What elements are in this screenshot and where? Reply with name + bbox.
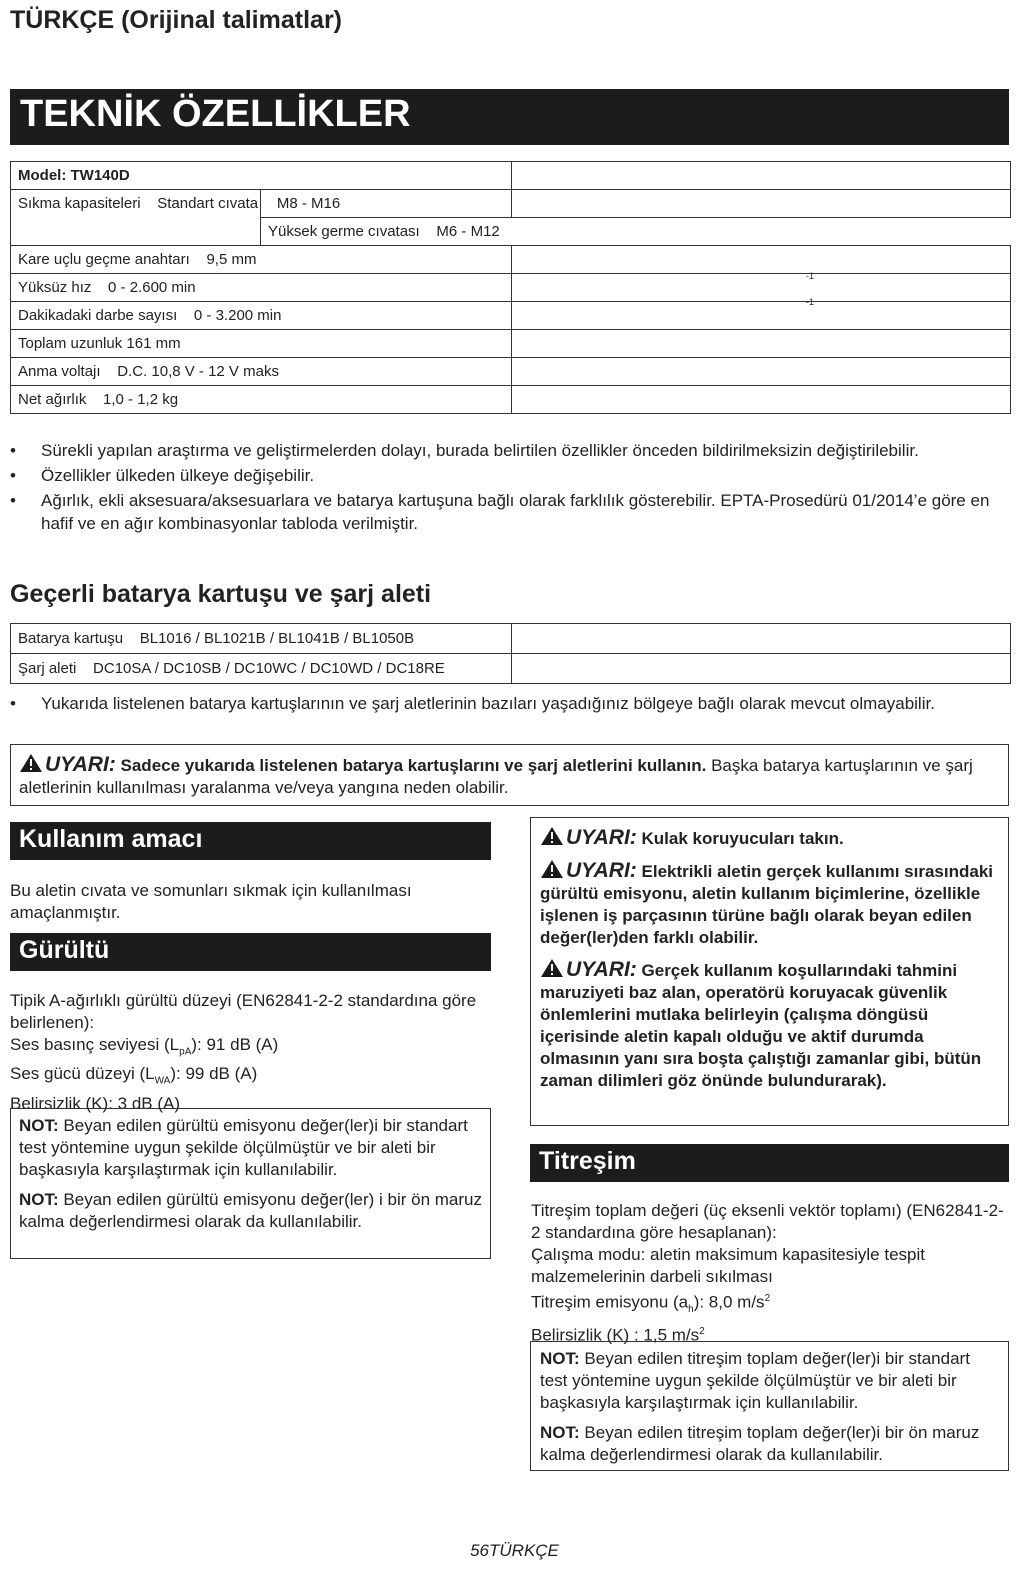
- square-drive-label: Kare uçlu geçme anahtarı: [18, 251, 190, 268]
- intended-use-heading: Kullanım amacı: [10, 822, 491, 860]
- note-label: NOT:: [19, 1116, 59, 1135]
- vibration-note-2: [540, 1422, 1000, 1466]
- vibration-emission-sup: 2: [764, 1293, 771, 1304]
- vibration-intro: Titreşim toplam değeri (üç eksenli vektör toplamı) (EN62841-2-2 standardına göre hesaplanan):: [531, 1201, 1004, 1242]
- vibration-note-box: [530, 1341, 1009, 1471]
- note-label: NOT:: [19, 1190, 59, 1209]
- sound-power-value: ): 99 dB (A): [170, 1064, 258, 1084]
- spec-row-high-tension: [11, 218, 1011, 246]
- charger-label: Şarj aleti: [18, 660, 77, 677]
- warning-label: UYARI:: [566, 859, 637, 882]
- warning-label: UYARI:: [566, 826, 637, 849]
- noise-warning-2-text: Elektrikli aletin gerçek kullanımı sırasındaki gürültü emisyonu, aletin kullanım biçimlerine, özellikle işlenen iş parçasının türüne bağlı olarak beyan edilen değer(ler)den farklı olabilir.: [540, 862, 994, 947]
- square-drive-value: 9,5 mm: [206, 251, 257, 268]
- spec-bullet: • Sürekli yapılan araştırma ve geliştirmelerden dolayı, burada belirtilen özellikler önceden bildirilmeksizin değiştirilebilir.: [10, 439, 1000, 462]
- note-label: NOT:: [540, 1349, 580, 1368]
- battery-row-cartridge: [11, 624, 1011, 654]
- noise-warning-1-text: Kulak koruyucuları takın.: [641, 829, 844, 848]
- spec-row-capacity: [11, 190, 1011, 218]
- vibration-emission-sub: h: [688, 1304, 694, 1316]
- sound-power-level: [10, 1063, 488, 1092]
- sound-pressure-sub: pA: [179, 1046, 192, 1058]
- page-footer: [0, 1541, 1029, 1561]
- noise-warning-2: [540, 859, 999, 949]
- battery-table: [10, 623, 1011, 684]
- vibration-mode: Çalışma modu: aletin maksimum kapasitesiyle tespit malzemelerinin darbeli sıkılması: [531, 1245, 925, 1286]
- noise-intro: Tipik A-ağırlıklı gürültü düzeyi (EN62841-2-2 standardına göre belirlenen):: [10, 991, 477, 1032]
- warning-label: UYARI:: [45, 753, 116, 776]
- standard-bolt-label: Standart cıvata: [157, 195, 259, 213]
- impacts-sup: -1: [806, 297, 815, 307]
- noise-heading: Gürültü: [10, 933, 491, 971]
- battery-heading: Geçerli batarya kartuşu ve şarj aleti: [10, 580, 432, 608]
- vibration-emission-value: ): 8,0 m/s: [693, 1292, 765, 1312]
- weight-value: 1,0 - 1,2 kg: [103, 391, 179, 408]
- no-load-value: 0 - 2.600 min: [108, 279, 196, 296]
- footer-language: TÜRKÇE: [489, 1541, 559, 1560]
- no-load-label: Yüksüz hız: [18, 279, 92, 296]
- warning-label: UYARI:: [566, 958, 637, 981]
- spec-bullet: • Ağırlık, ekli aksesuara/aksesuarlara ve batarya kartuşuna bağlı olarak farklılık gösterebilir. EPTA-Prosedürü 01/2014’e göre en hafif ve en ağır kombinasyonlar tabloda verilmiştir.: [10, 489, 1000, 535]
- spec-row-square-drive: [11, 246, 1011, 274]
- weight-label: Net ağırlık: [18, 391, 87, 408]
- noise-note-1-text: Beyan edilen gürültü emisyonu değer(ler)i bir standart test yöntemine uygun şekilde ölçülmüştür ve bir aleti bir başkasıyla karşılaştırmak için kullanılabilir.: [19, 1116, 468, 1179]
- model-label: Model:: [18, 167, 67, 184]
- vibration-uncertainty-sup: 2: [699, 1326, 705, 1338]
- sound-pressure-value: ): 91 dB (A): [191, 1035, 279, 1054]
- spec-table: [10, 161, 1011, 414]
- sound-pressure-label: Ses basınç seviyesi (L: [10, 1035, 180, 1054]
- cartridge-value: BL1016 / BL1021B / BL1041B / BL1050B: [139, 630, 415, 647]
- battery-warning-box: [10, 744, 1009, 806]
- page-number: 56: [470, 1541, 489, 1560]
- length-value: 161 mm: [126, 335, 181, 352]
- capacity-label: Sıkma kapasiteleri: [18, 195, 141, 213]
- spec-row-no-load: [11, 274, 1011, 302]
- cartridge-label: Batarya kartuşu: [18, 630, 124, 647]
- vibration-note-1: [540, 1348, 1000, 1414]
- warning-text: Başka batarya kartuşlarının ve şarj aletlerinin kullanılması yaralanma ve/veya yangına neden olabilir.: [19, 756, 973, 797]
- warning-triangle-icon: [19, 753, 43, 773]
- warning-triangle-icon: [540, 826, 564, 846]
- spec-bullets: [10, 439, 1000, 537]
- noise-note-1: [19, 1115, 482, 1181]
- impacts-label: Dakikadaki darbe sayısı: [18, 307, 178, 324]
- intended-use-text: Bu aletin cıvata ve somunları sıkmak için kullanılması amaçlanmıştır.: [10, 881, 412, 922]
- noise-note-2: [19, 1189, 482, 1233]
- sound-power-sub: WA: [154, 1075, 171, 1087]
- spec-row-voltage: [11, 358, 1011, 386]
- impacts-value: 0 - 3.200 min: [193, 307, 282, 324]
- high-tension-value: M6 - M12: [436, 223, 500, 240]
- noise-warnings-box: [530, 817, 1009, 1126]
- spec-row-impacts: [11, 302, 1011, 330]
- noise-warning-3-text: Gerçek kullanım koşullarındaki tahmini maruziyeti baz alan, operatörü koruyacak güvenlik önlemlerini mutlaka belirleyin (çalışma döngüsü içerisinde aletin kapalı olduğu ve aktif durumda olmasının yanı sıra boşta çalıştığı zamanlar gibi, bütün zaman dilimleri göz önünde bulundurarak).: [540, 961, 982, 1090]
- standard-bolt-value: M8 - M16: [276, 195, 341, 212]
- noise-details: [10, 990, 488, 1115]
- voltage-label: Anma voltajı: [18, 363, 101, 380]
- vibration-heading: Titreşim: [530, 1144, 1009, 1182]
- battery-bullet: • Yukarıda listelenen batarya kartuşlarının ve şarj aletlerinin bazıları yaşadığınız bölgeye bağlı olarak mevcut olmayabilir.: [10, 692, 1000, 715]
- vibration-uncertainty-text: Belirsizlik (K) : 1,5 m/s: [531, 1325, 700, 1345]
- spec-row-length: [11, 330, 1011, 358]
- spec-bullet: • Özellikler ülkeden ülkeye değişebilir.: [10, 464, 1000, 487]
- language-title: TÜRKÇE (Orijinal talimatlar): [10, 6, 342, 34]
- vibration-details: [531, 1200, 1007, 1347]
- vibration-emission-label: Titreşim emisyonu (a: [531, 1292, 689, 1312]
- high-tension-label: Yüksek germe cıvatası: [268, 223, 420, 240]
- length-label: Toplam uzunluk: [18, 335, 123, 352]
- sound-pressure-level: [10, 1034, 488, 1063]
- warning-triangle-icon: [540, 859, 564, 879]
- no-load-sup: -1: [806, 271, 815, 281]
- sound-power-label: Ses gücü düzeyi (L: [10, 1064, 155, 1084]
- model-value: TW140D: [70, 167, 130, 184]
- noise-warning-1: [540, 826, 999, 850]
- noise-note-box: [10, 1108, 491, 1259]
- note-label: NOT:: [540, 1423, 580, 1442]
- noise-uncertainty: Belirsizlik (K): 3 dB (A): [10, 1093, 181, 1113]
- spec-row-model: [11, 162, 1011, 190]
- vibration-note-2-text: Beyan edilen titreşim toplam değer(ler)i bir ön maruz kalma değerlendirmesi olarak da kullanılabilir.: [540, 1423, 980, 1464]
- voltage-value: D.C. 10,8 V - 12 V maks: [117, 363, 279, 380]
- noise-warning-3: [540, 958, 999, 1092]
- vibration-note-1-text: Beyan edilen titreşim toplam değer(ler)i bir standart test yöntemine uygun şekilde ölçülmüştür ve bir aleti bir başkasıyla karşılaştırmak için kullanılabilir.: [540, 1349, 970, 1412]
- warning-triangle-icon: [540, 958, 564, 978]
- spec-row-weight: [11, 386, 1011, 414]
- noise-note-2-text: Beyan edilen gürültü emisyonu değer(ler) i bir ön maruz kalma değerlendirmesi olarak da kullanılabilir.: [19, 1190, 483, 1231]
- vibration-emission: [531, 1288, 1007, 1321]
- charger-value: DC10SA / DC10SB / DC10WC / DC10WD / DC18RE: [93, 660, 445, 677]
- battery-bullets: [10, 692, 1000, 717]
- specs-title: TEKNİK ÖZELLİKLER: [10, 89, 1009, 145]
- warning-bold-text: Sadece yukarıda listelenen batarya kartuşlarını ve şarj aletlerini kullanın.: [120, 756, 707, 775]
- battery-row-charger: [11, 654, 1011, 684]
